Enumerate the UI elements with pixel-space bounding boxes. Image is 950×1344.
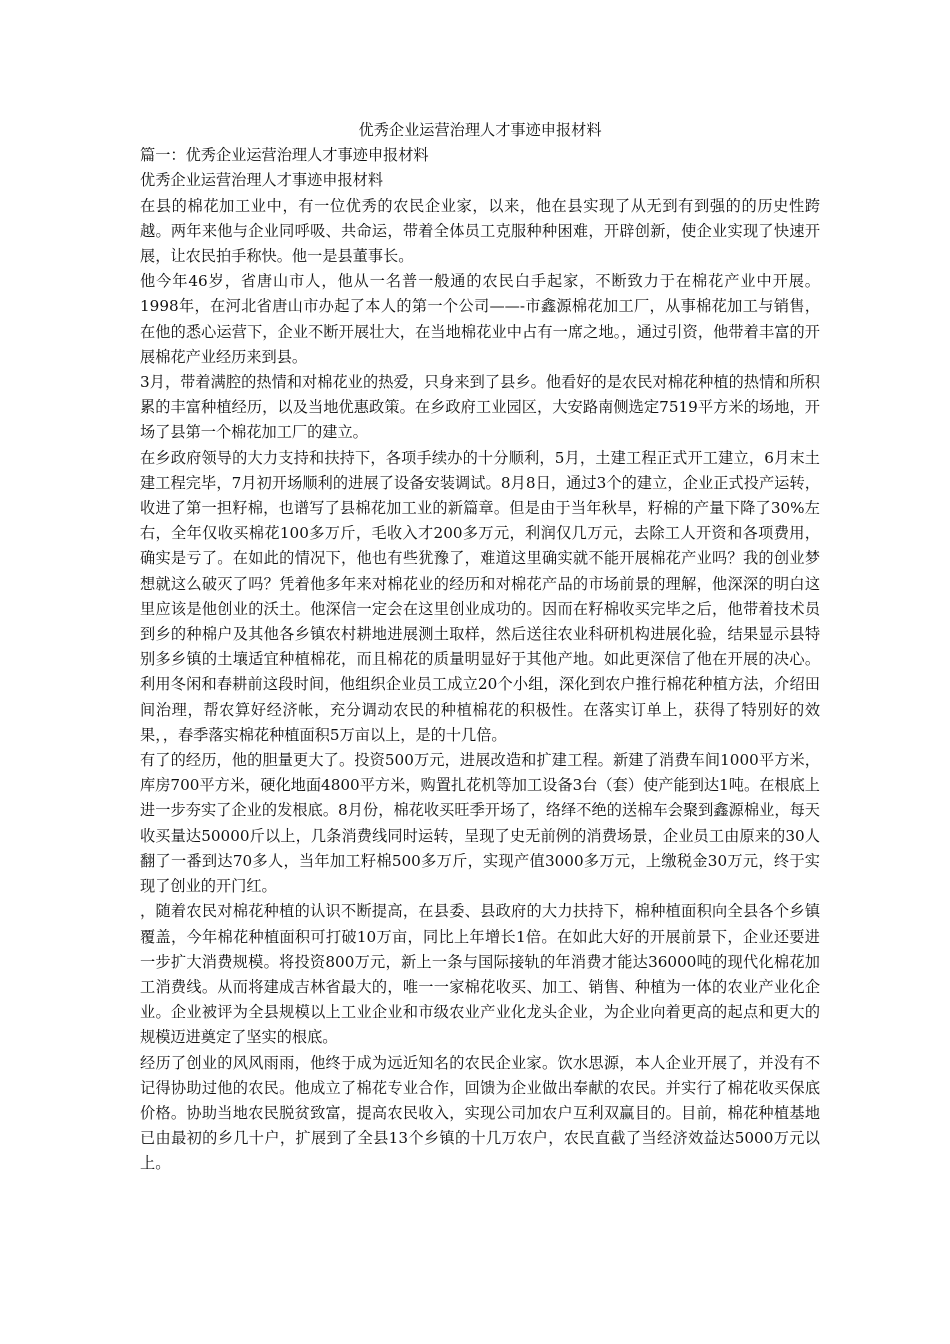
- paragraph-expansion: 有了的经历，他的胆量更大了。投资500万元，进展改造和扩建工程。新建了消费车间1000平方米，库房700平方米，硬化地面4800平方米，购置扎花机等加工设备3台（套）使产能到达1吨。在根底上进一步夯实了企业的发根底。8月份，棉花收买旺季开场了，络绎不绝的送棉车会聚到鑫源棉业，每天收买量达50000斤以上，几条消费线同时运转，呈现了史无前例的消费场景，企业员工由原来的30人翻了一番到达70多人，当年加工籽棉500多万斤，实现产值3000多万元，上缴税金30万元，终于实现了创业的开门红。: [140, 751, 820, 896]
- paragraph-background: 他今年46岁，省唐山市人，他从一名普一般通的农民白手起家，不断致力于在棉花产业中开展。1998年，在河北省唐山市办起了本人的第一个公司——-市鑫源棉花加工厂，从事棉花加工与销售，在他的悉心运营下，企业不断开展壮大，在当地棉花业中占有一席之地。，通过引资，他带着丰富的开展棉花产业经历来到县。: [140, 272, 820, 366]
- paragraph-intro: 在县的棉花加工业中，有一位优秀的农民企业家，以来，他在县实现了从无到有到强的的历史性跨越。两年来他与企业同呼吸、共命运，带着全体员工克服种种困难，开辟创新，使企业实现了快速开展，让农民拍手称快。他一是县董事长。: [140, 196, 820, 266]
- chapter-heading: 篇一：优秀企业运营治理人才事迹申报材料: [140, 146, 429, 165]
- paragraph-arrival: 3月，带着满腔的热情和对棉花业的热爱，只身来到了县乡。他看好的是农民对棉花种植的热情和所积累的丰富种植经历，以及当地优惠政策。在乡政府工业园区，大安路南侧选定7519平方米的场地，开场了县第一个棉花加工厂的建立。: [140, 373, 820, 442]
- paragraph-first-year: 在乡政府领导的大力支持和扶持下，各项手续办的十分顺利，5月，土建工程正式开工建立，6月末土建工程完毕，7月初开场顺利的进展了设备安装调试。8月8日，通过3个的建立，企业正式投产运转，收进了第一担籽棉，也谱写了县棉花加工业的新篇章。但是由于当年秋旱，籽棉的产量下降了30%左右，全年仅收买棉花100多万斤，毛收入才200多万元，利润仅几万元，去除工人开资和各项费用，确实是亏了。在如此的情况下，他也有些犹豫了，难道这里确实就不能开展棉花产业吗？我的创业梦想就这么破灭了吗？凭着他多年来对棉花业的经历和对棉花产品的市场前景的理解，他深深的明白这里应该是他创业的沃土。他深信一定会在这里创业成功的。因而在籽棉收买完毕之后，他带着技术员到乡的种棉户及其他各乡镇农村耕地进展测土取样，然后送往农业科研机构进展化验，结果显示县特别多乡镇的土壤适宜种植棉花，而且棉花的质量明显好于其他产地。如此更深信了他在开展的决心。利用冬闲和春耕前这段时间，他组织企业员工成立20个小组，深化到农户推行棉花种植方法，介绍田间治理，帮农算好经济帐，充分调动农民的种植棉花的积极性。在落实订单上，获得了特别好的效果，，春季落实棉花种植面积5万亩以上，是的十几倍。: [140, 448, 820, 744]
- paragraph-growth: ，随着农民对棉花种植的认识不断提高，在县委、县政府的大力扶持下，棉种植面积向全县各个乡镇覆盖，今年棉花种植面积可打破10万亩，同比上年增长1倍。在如此大好的开展前景下，企业还要进一步扩大消费规模。将投资800万元，新上一条与国际接轨的年消费才能达36000吨的现代化棉花加工消费线。从而将建成吉林省最大的，唯一一家棉花收买、加工、销售、种植为一体的农业产业化企业。企业被评为全县规模以上工业企业和市级农业产业化龙头企业，为企业向着更高的起点和更大的规模迈进奠定了坚实的根底。: [140, 902, 820, 1047]
- document-page: [140, 118, 820, 1177]
- document-title: 优秀企业运营治理人才事迹申报材料: [358, 121, 602, 139]
- subheading: 优秀企业运营治理人才事迹申报材料: [140, 171, 383, 190]
- paragraph-giving-back: 经历了创业的风风雨雨，他终于成为远近知名的农民企业家。饮水思源，本人企业开展了，并没有不记得协助过他的农民。他成立了棉花专业合作，回馈为企业做出奉献的农民。并实行了棉花收买保底价格。协助当地农民脱贫致富，提高农民收入，实现公司加农户互利双赢目的。目前，棉花种植基地已由最初的乡几十户，扩展到了全县13个乡镇的十几万农户，农民直截了当经济效益达5000万元以上。: [140, 1053, 820, 1173]
